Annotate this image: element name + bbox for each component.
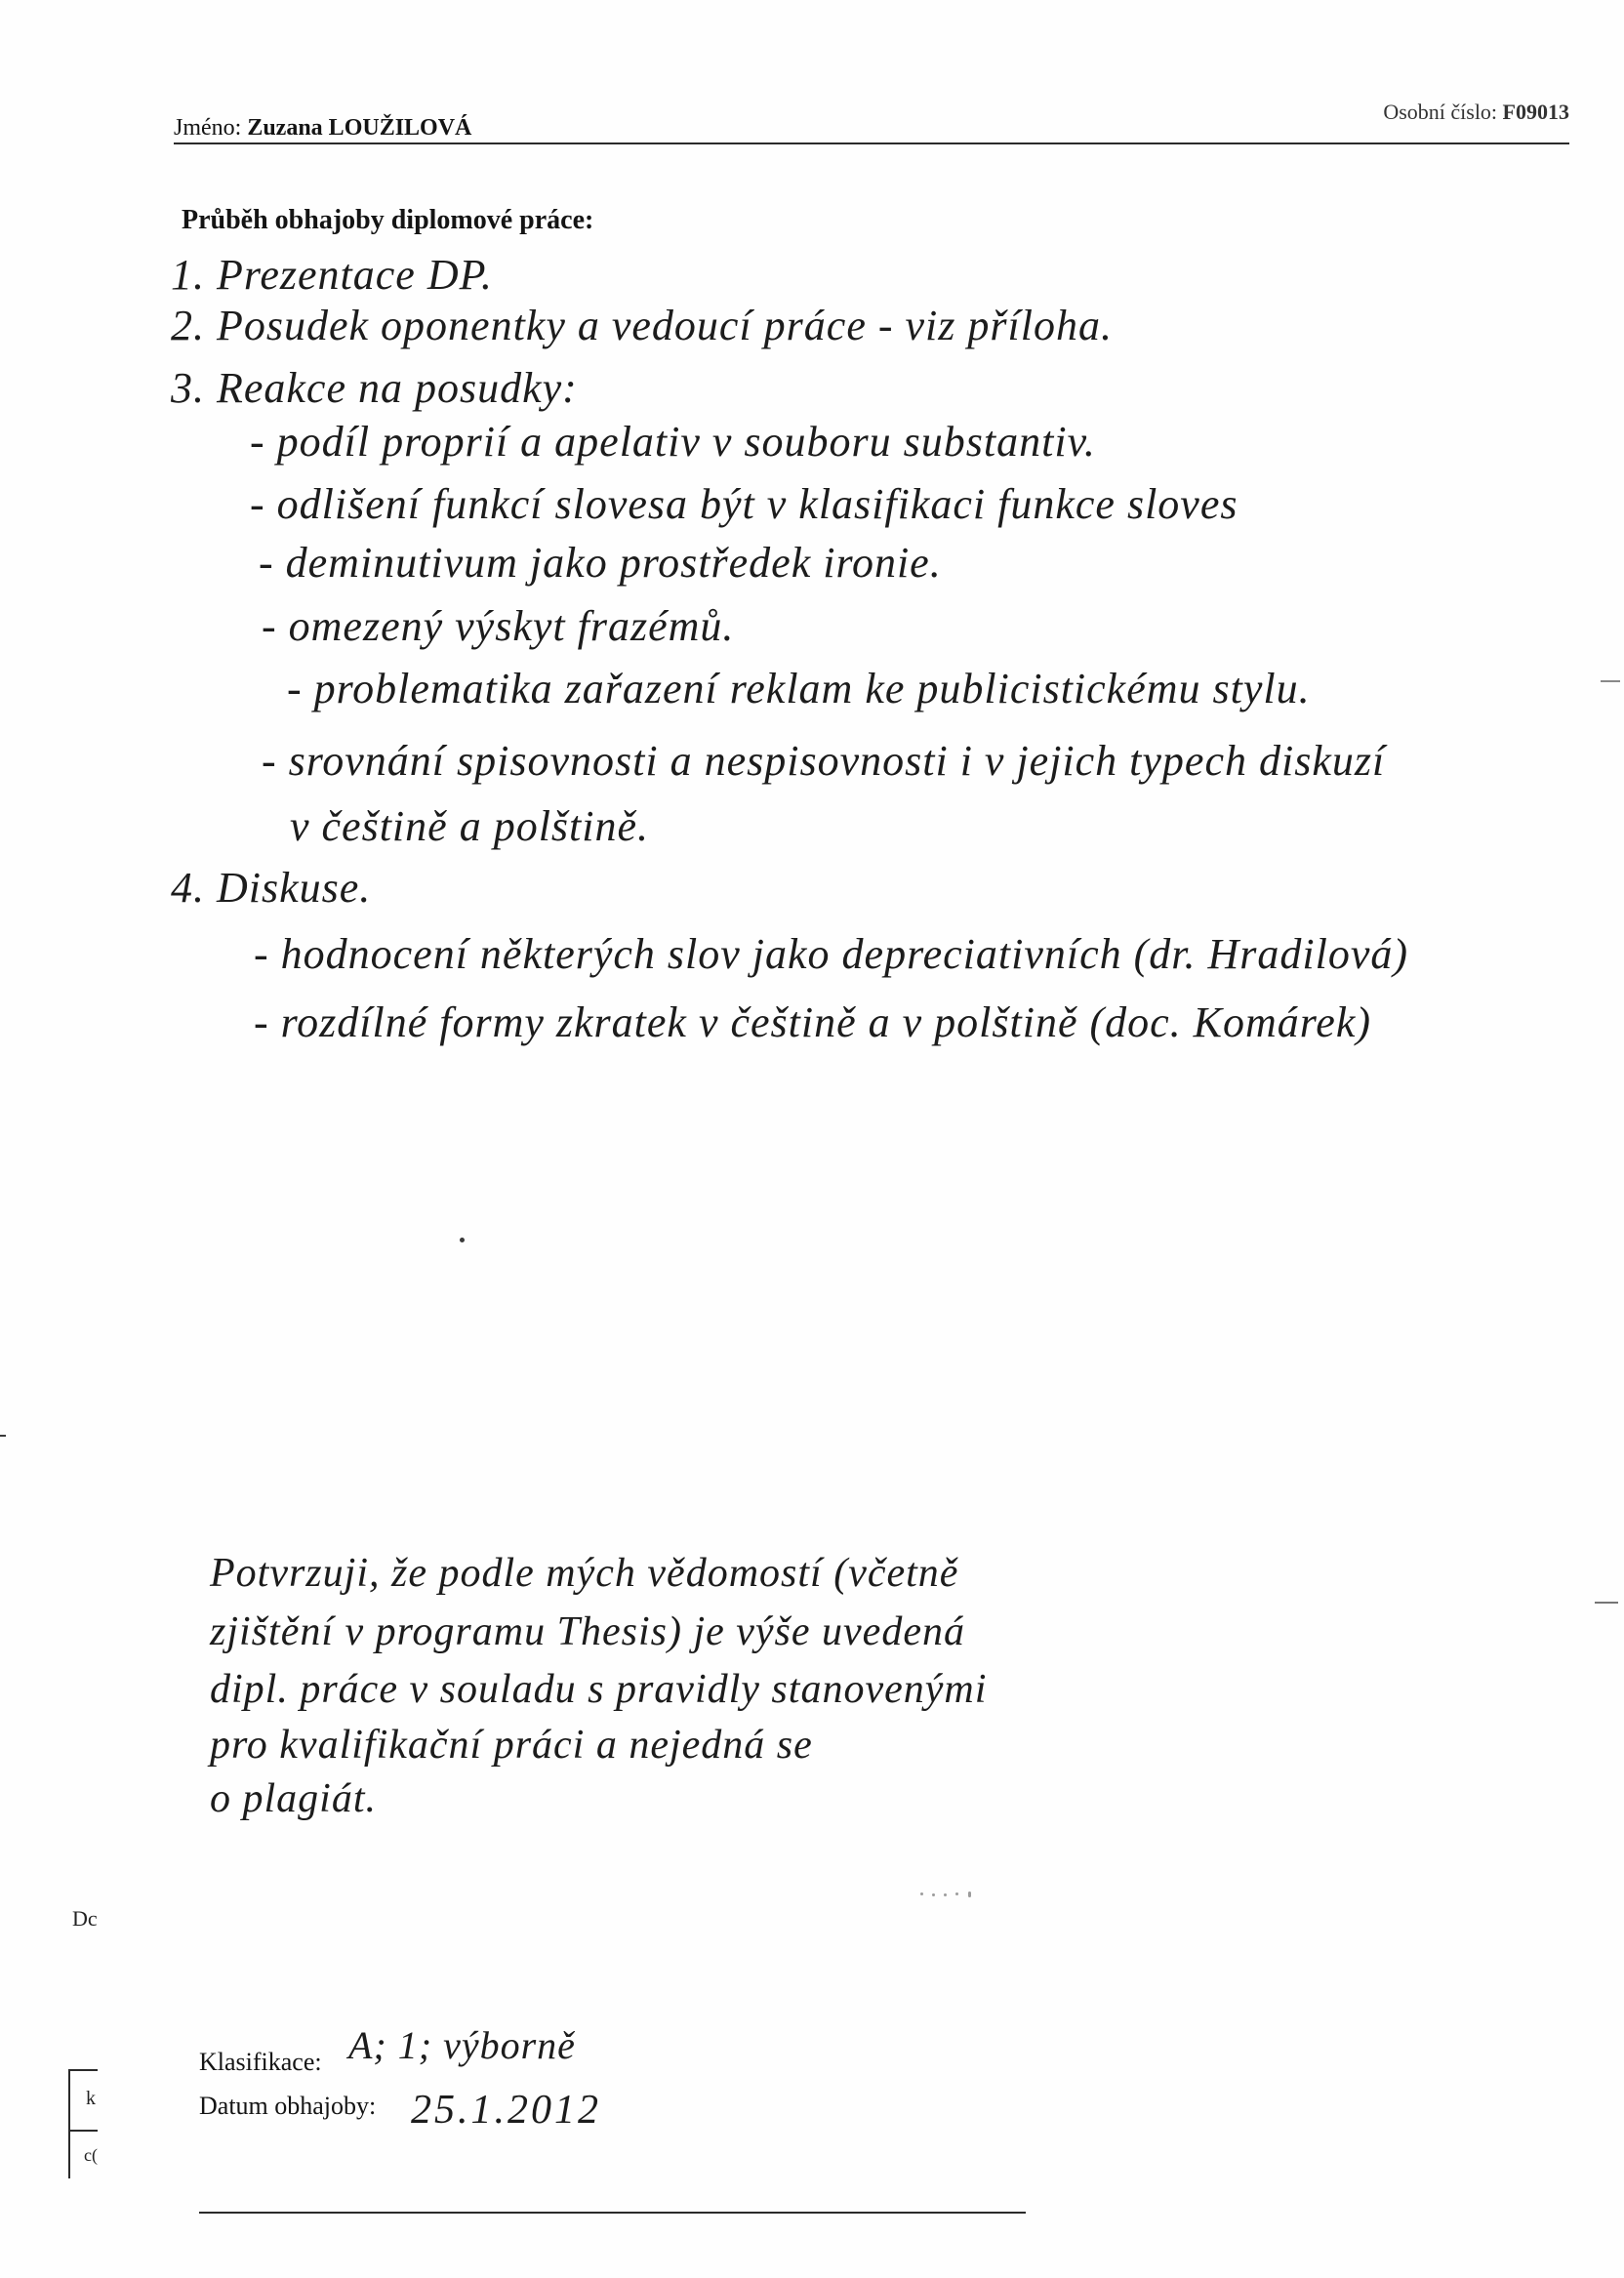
confirmation-line: pro kvalifikační práci a nejedná se — [210, 1723, 813, 1768]
student-name-row — [174, 114, 471, 142]
margin-fragment-label: Dc — [72, 1906, 98, 1931]
confirmation-line: zjištění v programu Thesis) je výše uvedená — [210, 1609, 965, 1654]
defense-date-value: 25.1.2012 — [411, 2088, 601, 2133]
confirmation-line: o plagiát. — [210, 1776, 378, 1821]
section-title: Průběh obhajoby diplomové práce: — [182, 205, 594, 235]
defense-note-line: 3. Reakce na posudky: — [171, 364, 578, 412]
defense-note-line: - srovnání spisovnosti a nespisovnosti i v jejich typech diskuzí — [262, 737, 1386, 785]
header-underline — [174, 142, 1569, 144]
defense-note-line: - problematika zařazení reklam ke publicistickému stylu. — [287, 665, 1311, 712]
scan-speck — [0, 1435, 6, 1437]
defense-note-line: - podíl proprií a apelativ v souboru substantiv. — [250, 418, 1096, 466]
defense-note-line: - omezený výskyt frazémů. — [262, 602, 735, 650]
faint-dot — [968, 1892, 971, 1897]
defense-note-line: - deminutivum jako prostředek ironie. — [259, 539, 942, 587]
scan-speck — [1595, 1602, 1618, 1604]
margin-box-left-edge — [68, 2069, 70, 2178]
scan-speck — [460, 1238, 465, 1242]
faint-dot — [920, 1892, 923, 1895]
scan-speck — [1601, 680, 1620, 682]
personal-number-value: F09013 — [1502, 100, 1569, 124]
classification-value: A; 1; výborně — [348, 2023, 576, 2067]
faint-dot — [932, 1893, 935, 1896]
personal-number-row — [1383, 100, 1569, 125]
margin-box-divider — [68, 2130, 98, 2132]
defense-note-line: 4. Diskuse. — [171, 864, 372, 912]
defense-date-label: Datum obhajoby: — [199, 2092, 377, 2120]
confirmation-line: Potvrzuji, že podle mých vědomostí (včetně — [210, 1551, 959, 1596]
defense-note-line: 2. Posudek oponentky a vedoucí práce - viz příloha. — [171, 302, 1113, 349]
margin-box-top-edge — [68, 2069, 98, 2071]
classification-label: Klasifikace: — [199, 2048, 322, 2076]
margin-box-fragment-top: k — [86, 2088, 96, 2109]
margin-box-fragment-bottom: c( — [84, 2145, 98, 2165]
confirmation-line: dipl. práce v souladu s pravidly stanovenými — [210, 1667, 988, 1712]
signature-line — [199, 2212, 1026, 2214]
faint-dot — [955, 1892, 958, 1895]
defense-note-line: v češtině a polštině. — [290, 802, 650, 850]
defense-note-line: 1. Prezentace DP. — [171, 251, 493, 299]
faint-dot — [944, 1893, 947, 1896]
personal-number-label: Osobní číslo: — [1383, 100, 1498, 124]
defense-note-line: - hodnocení některých slov jako depreciativních (dr. Hradilová) — [254, 930, 1409, 978]
student-name-label: Jméno: — [174, 115, 242, 141]
defense-note-line: - odlišení funkcí slovesa být v klasifikaci funkce sloves — [250, 480, 1238, 528]
defense-note-line: - rozdílné formy zkratek v češtině a v polštině (doc. Komárek) — [254, 998, 1372, 1046]
student-name-value: Zuzana LOUŽILOVÁ — [247, 115, 472, 141]
